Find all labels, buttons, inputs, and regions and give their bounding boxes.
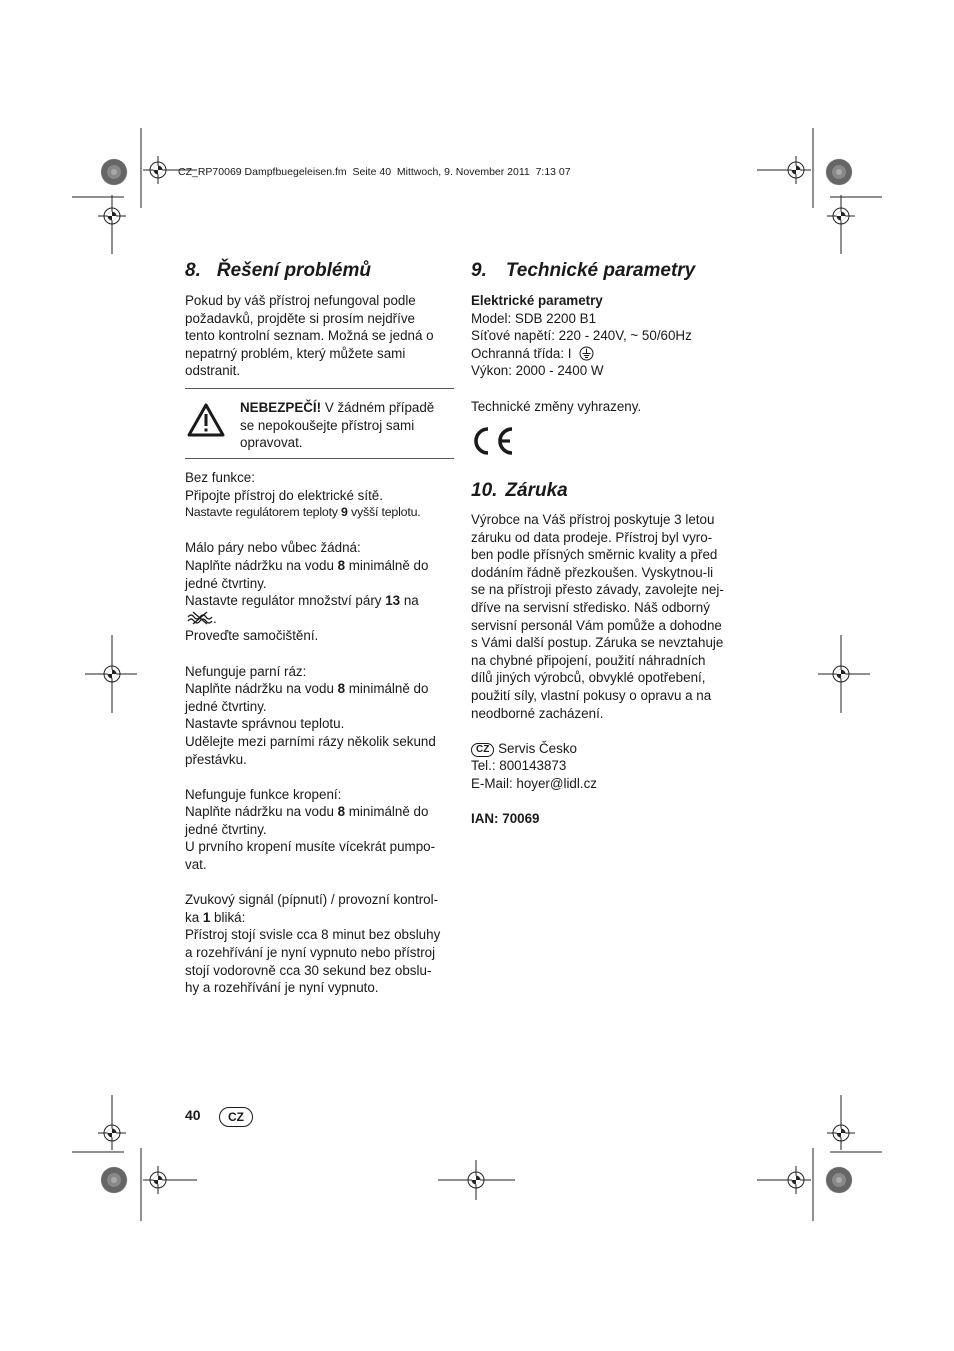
burst-step: Nastavte správnou teplotu.: [185, 716, 345, 732]
warranty-line: neodborné zacházení.: [471, 705, 604, 721]
section-8-title: Řešení problémů: [216, 260, 372, 281]
warranty-line: s Vámi další postup. Záruka se nevztahuje: [471, 635, 724, 651]
voltage-line: Síťové napětí: 220 - 240V, ~ 50/60Hz: [471, 328, 692, 344]
warranty-line: záruku od data prodeje. Přístroj byl vyro-: [471, 529, 713, 545]
beep-text: stojí vodorovně cca 30 sekund bez obslu-: [185, 962, 432, 978]
warranty-line: dílů jiných výrobců, obvyklé opotřebení,: [471, 670, 706, 686]
service-phone: Tel.: 800143873: [471, 758, 567, 774]
section-9-number: 9.: [471, 260, 487, 281]
intro-line: odstranit.: [185, 363, 241, 379]
warning-label: NEBEZPEČÍ!: [240, 400, 322, 415]
spray-step: Naplňte nádržku na vodu 8 minimálně do: [185, 804, 429, 820]
intro-line: požadavků, projděte si prosím nejdříve: [185, 310, 415, 326]
spray-heading: Nefunguje funkce kropení:: [185, 786, 342, 802]
warning-text: [240, 399, 455, 452]
beep-heading: Zvukový signál (pípnutí) / provozní kontrol-: [185, 892, 439, 908]
warranty-line: dodáním řádně přezkoušen. Vyskytnou-li: [471, 564, 714, 580]
warranty-line: ben podle přísných směrnic kvality a před: [471, 547, 718, 563]
warranty-line: použití síly, vlastní pokusy o opravu a na: [471, 687, 712, 703]
ground-symbol-icon: [579, 346, 594, 361]
warning-bottom-rule: [185, 458, 454, 459]
little-steam-heading: Málo páry nebo vůbec žádná:: [185, 540, 361, 556]
page-number: 40: [185, 1107, 201, 1123]
troubleshooting-list: [185, 469, 460, 997]
warning-triangle-icon: [186, 402, 226, 438]
beep-heading: ka 1 bliká:: [185, 909, 246, 925]
electrical-params-heading: Elektrické parametry: [471, 293, 603, 308]
warranty-line: se na přístroji přesto závady, zavolejte nej-: [471, 582, 724, 598]
ce-mark-icon: [472, 425, 516, 457]
little-steam-step: .: [185, 610, 460, 628]
page-country-badge: CZ: [219, 1107, 253, 1127]
steam-off-icon: [185, 611, 213, 625]
ian-number: IAN: 70069: [471, 811, 540, 827]
no-function-step: Připojte přístroj do elektrické sítě.: [185, 487, 383, 503]
warning-line-1: V žádném případě: [321, 400, 435, 415]
burst-heading: Nefunguje parní ráz:: [185, 663, 307, 679]
section-8-intro: [185, 292, 460, 380]
service-line: CZ Servis Česko: [471, 740, 751, 758]
section-8-heading: [185, 260, 371, 282]
service-email: E-Mail: hoyer@lidl.cz: [471, 775, 597, 791]
burst-step: přestávku.: [185, 751, 247, 767]
warning-line-3: opravovat.: [240, 435, 303, 451]
intro-line: nepatrný problém, který můžete sami: [185, 345, 406, 361]
spray-step: jedné čtvrtiny.: [185, 821, 267, 837]
intro-line: tento kontrolní seznam. Možná se jedná o: [185, 328, 434, 344]
intro-line: Pokud by váš přístroj nefungoval podle: [185, 293, 416, 308]
changes-note: Technické změny vyhrazeny.: [471, 398, 642, 414]
warranty-line: na chybné připojení, použití náhradních: [471, 652, 706, 668]
model-line: Model: SDB 2200 B1: [471, 310, 597, 326]
warranty-line: servisní personál Vám pomůže a dohodne: [471, 617, 722, 633]
section-9-heading: [471, 260, 695, 282]
country-badge: CZ: [471, 743, 494, 757]
burst-step: Udělejte mezi parními rázy několik sekund: [185, 733, 436, 749]
technical-params: [471, 292, 746, 415]
section-9-title: Technické parametry: [505, 260, 696, 281]
beep-text: hy a rozehřívání je nyní vypnuto.: [185, 980, 379, 996]
burst-step: jedné čtvrtiny.: [185, 698, 267, 714]
warranty-line: Výrobce na Váš přístroj poskytuje 3 letou: [471, 512, 715, 527]
warranty-line: dříve na servisní středisko. Náš odborný: [471, 599, 710, 615]
little-steam-step: jedné čtvrtiny.: [185, 575, 267, 591]
spray-step: U prvního kropení musíte vícekrát pumpo-: [185, 839, 436, 855]
section-10-heading: [471, 480, 568, 502]
spray-step: vat.: [185, 857, 207, 873]
burst-step: Naplňte nádržku na vodu 8 minimálně do: [185, 681, 429, 697]
no-function-heading: Bez funkce:: [185, 470, 255, 485]
file-info-header: CZ_RP70069 Dampfbuegeleisen.fm Seite 40 Mittwoch, 9. November 2011 7:13 07: [178, 166, 571, 178]
section-8-number: 8.: [185, 260, 201, 281]
warranty-text: [471, 511, 751, 828]
warning-line-2: se nepokoušejte přístroj sami: [240, 417, 415, 433]
beep-text: a rozehřívání je nyní vypnuto nebo přístroj: [185, 945, 436, 961]
warning-top-rule: [185, 388, 454, 389]
little-steam-step: Proveďte samočištění.: [185, 628, 319, 644]
no-function-step: Nastavte regulátorem teploty 9 vyšší teplotu.: [185, 505, 421, 520]
power-line: Výkon: 2000 - 2400 W: [471, 363, 604, 379]
protection-line: Ochranná třída: I: [471, 345, 746, 363]
little-steam-step: Nastavte regulátor množství páry 13 na: [185, 593, 419, 609]
little-steam-step: Naplňte nádržku na vodu 8 minimálně do: [185, 557, 429, 573]
beep-text: Přístroj stojí svisle cca 8 minut bez obsluhy: [185, 927, 441, 943]
section-10-title: Záruka: [505, 480, 568, 501]
section-10-number: 10.: [471, 480, 498, 501]
